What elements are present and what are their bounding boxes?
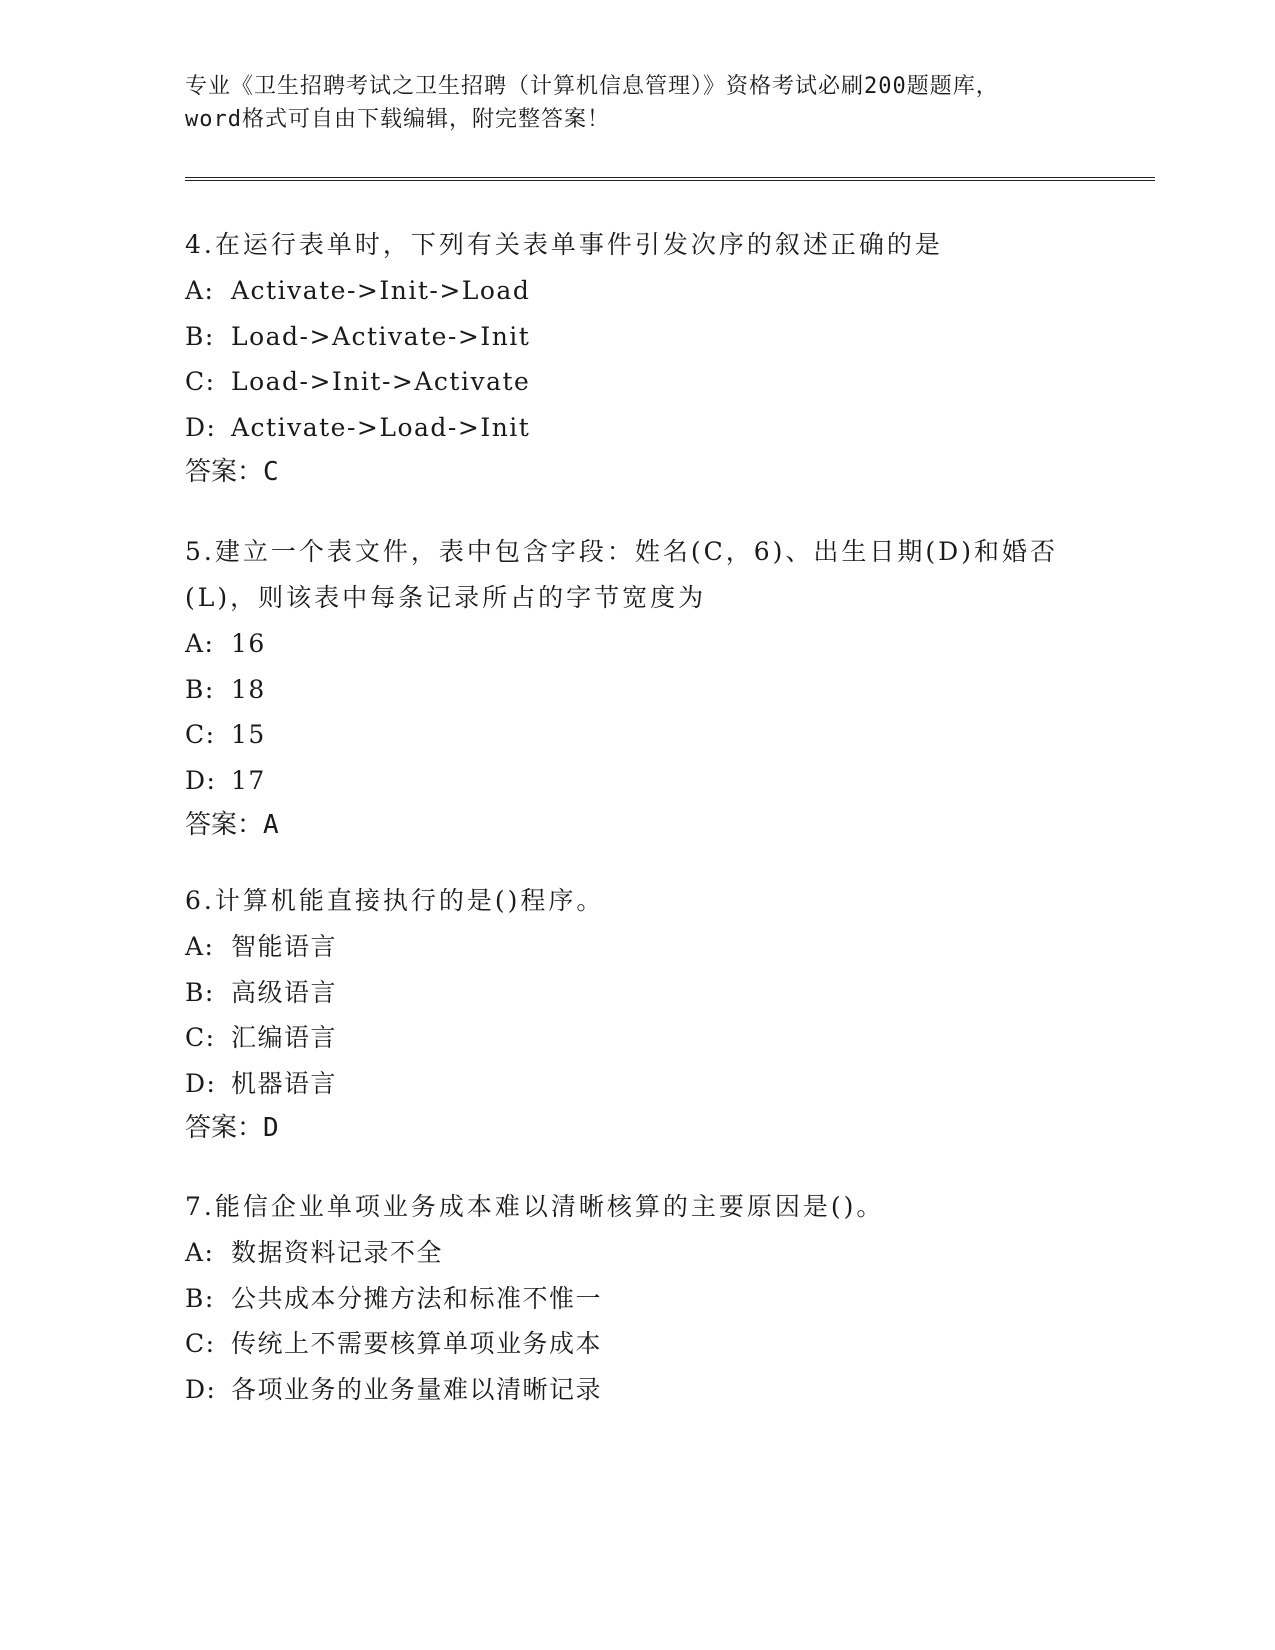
option-c: [185, 1015, 1085, 1061]
option-label: D:: [185, 412, 217, 442]
option-label: B:: [185, 674, 215, 704]
option-label: A:: [185, 276, 215, 305]
answer-line: 答案：C: [185, 457, 279, 488]
option-text: 机器语言: [231, 1068, 338, 1098]
option-label: C:: [185, 367, 216, 397]
option-label: C:: [185, 1023, 216, 1053]
option-d: [185, 405, 1085, 451]
option-label: A:: [185, 629, 215, 658]
question-stem-line-1: 5.建立一个表文件，表中包含字段：姓名(C，6)、出生日期(D)和婚否: [185, 537, 1058, 566]
option-label: A:: [185, 932, 215, 961]
question-5: [185, 529, 1085, 847]
option-d: [185, 758, 1085, 804]
answer-line: 答案：D: [185, 1113, 279, 1144]
question-stem-line-2: (L)，则该表中每条记录所占的字节宽度为: [185, 583, 707, 612]
question-stem: 4.在运行表单时，下列有关表单事件引发次序的叙述正确的是: [185, 230, 943, 259]
option-text: 数据资料记录不全: [231, 1238, 444, 1267]
option-label: B:: [185, 977, 215, 1007]
answer-line: 答案：A: [185, 810, 279, 841]
option-text: 各项业务的业务量难以清晰记录: [231, 1374, 603, 1404]
option-label: D:: [185, 765, 217, 795]
option-text: 18: [231, 674, 266, 704]
option-d: [185, 1061, 1085, 1107]
header-line-1: 专业《卫生招聘考试之卫生招聘（计算机信息管理）》资格考试必刷200题题库，: [185, 74, 999, 99]
option-a: [185, 621, 1085, 667]
option-label: D:: [185, 1068, 217, 1098]
option-label: B:: [185, 1283, 215, 1313]
option-a: [185, 1230, 1085, 1276]
option-b: [185, 314, 1085, 360]
option-text: Activate->Init->Load: [231, 276, 531, 305]
question-7: [185, 1184, 1085, 1412]
option-text: 传统上不需要核算单项业务成本: [231, 1329, 603, 1359]
option-text: Load->Init->Activate: [231, 367, 531, 397]
option-text: 智能语言: [231, 932, 338, 961]
option-c: [185, 359, 1085, 405]
header-double-rule: [185, 177, 1155, 181]
option-text: 16: [231, 629, 266, 658]
option-label: C:: [185, 1329, 216, 1359]
option-label: D:: [185, 1374, 217, 1404]
question-stem: 7.能信企业单项业务成本难以清晰核算的主要原因是()。: [185, 1192, 885, 1221]
option-text: 15: [231, 720, 266, 750]
document-header: [185, 70, 1105, 136]
option-b: [185, 667, 1085, 713]
option-c: [185, 1321, 1085, 1367]
option-b: [185, 970, 1085, 1016]
option-text: 公共成本分摊方法和标准不惟一: [231, 1283, 603, 1313]
question-6: [185, 878, 1085, 1150]
option-label: C:: [185, 720, 216, 750]
option-text: 高级语言: [231, 977, 338, 1007]
option-text: Activate->Load->Init: [231, 412, 531, 442]
option-text: 17: [231, 765, 266, 795]
option-d: [185, 1367, 1085, 1413]
option-a: [185, 268, 1085, 314]
option-a: [185, 924, 1085, 970]
header-line-2: word格式可自由下载编辑，附完整答案！: [185, 107, 610, 132]
question-4: [185, 222, 1085, 494]
option-label: B:: [185, 321, 215, 351]
question-stem: 6.计算机能直接执行的是()程序。: [185, 886, 605, 915]
option-text: Load->Activate->Init: [231, 321, 531, 351]
option-label: A:: [185, 1238, 215, 1267]
option-b: [185, 1276, 1085, 1322]
option-c: [185, 712, 1085, 758]
option-text: 汇编语言: [231, 1023, 338, 1053]
